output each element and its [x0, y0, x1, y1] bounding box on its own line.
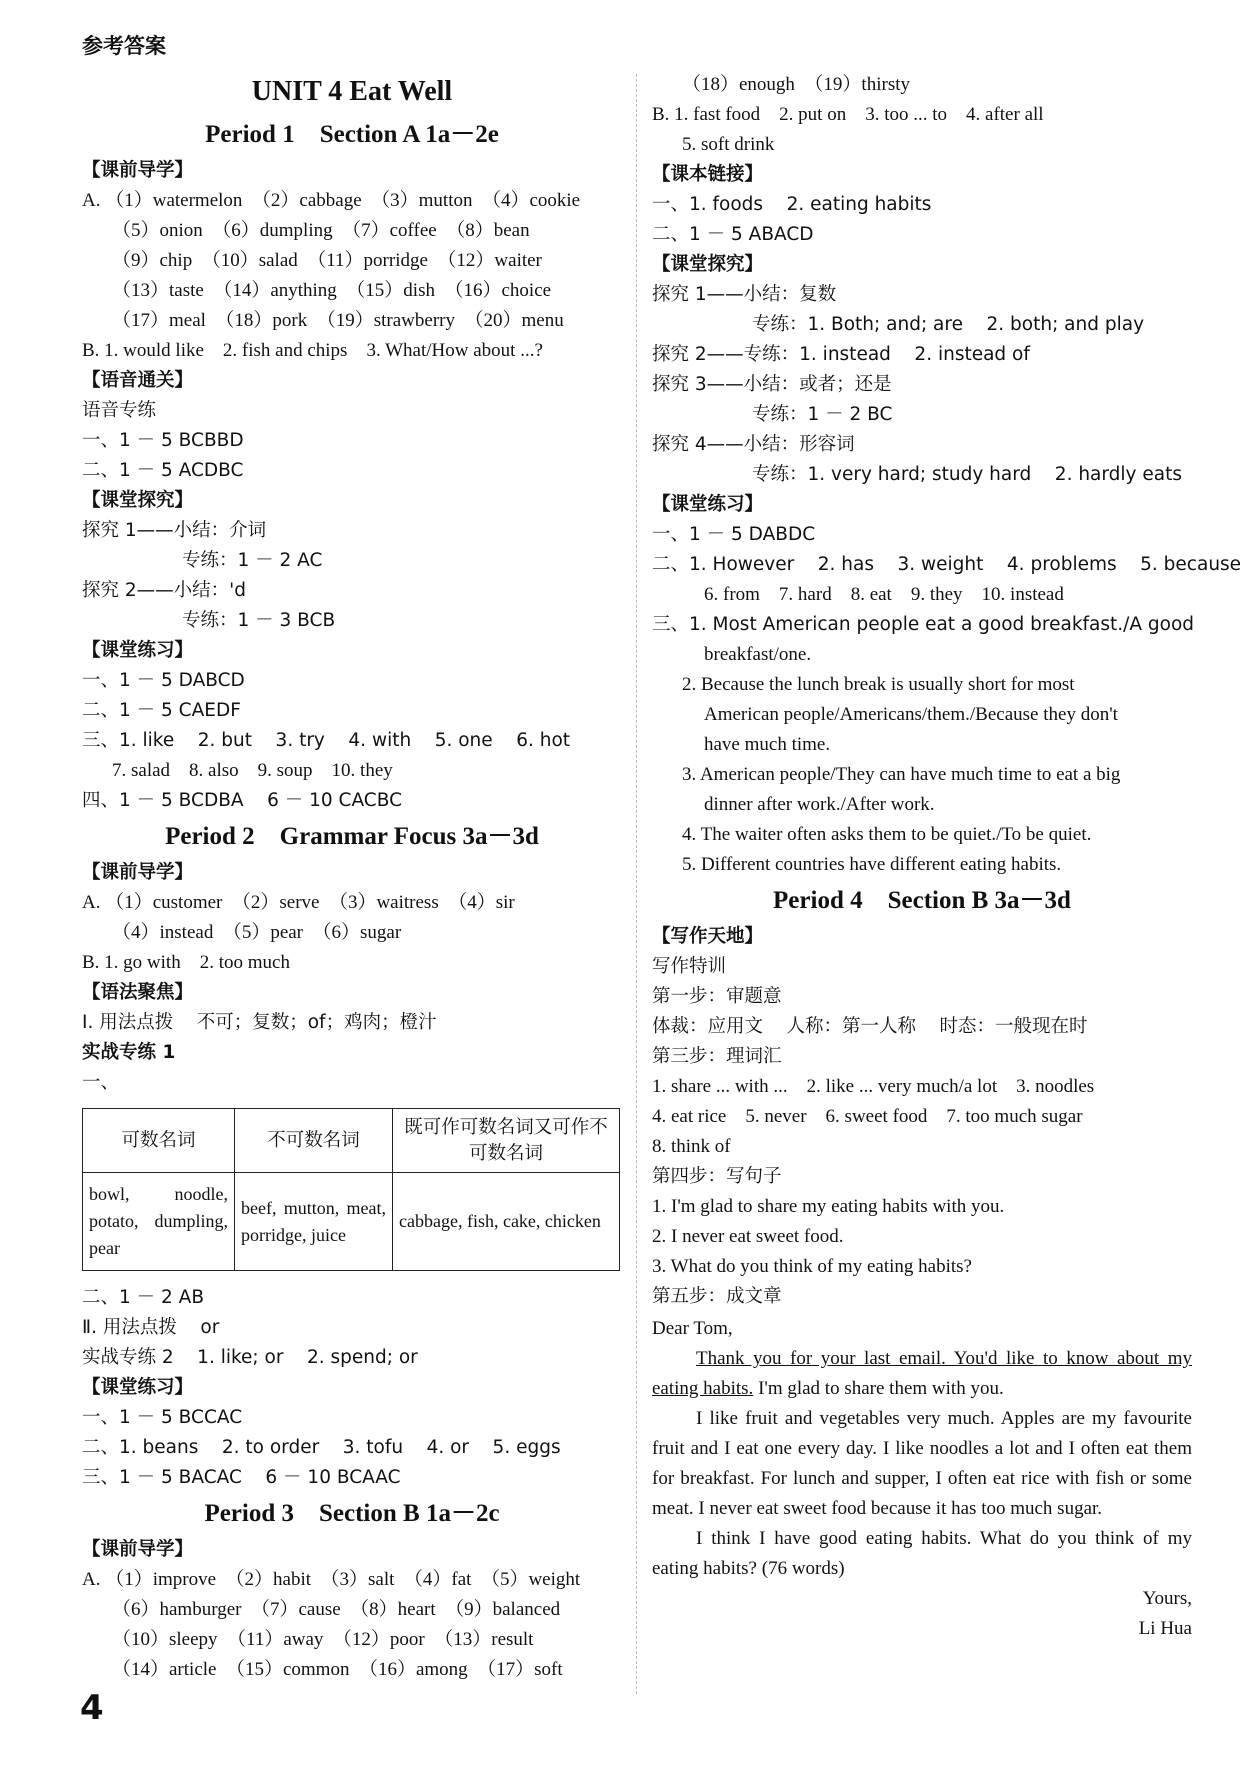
answer-line: 7. salad 8. also 9. soup 10. they [112, 760, 393, 781]
column-divider [636, 74, 637, 1694]
answer-line: （5）onion （6）dumpling （7）coffee （8）bean [112, 220, 530, 241]
section-heading: 【课堂探究】 [82, 490, 194, 511]
sub-heading: 语音专练 [82, 400, 157, 421]
grammar-line: 实战专练 1 [82, 1042, 176, 1063]
answer-line: American people/Americans/them./Because they don't [704, 704, 1118, 725]
answer-line: 一、1 － 5 DABDC [652, 524, 816, 545]
explore-line: 探究 2——专练：1. instead 2. instead of [652, 344, 1030, 365]
sample-letter [652, 1314, 1192, 1644]
answer-line: （6）hamburger （7）cause （8）heart （9）balanced [112, 1599, 561, 1620]
letter-paragraph: I think I have good eating habits. What do you think of my eating habits? (76 words) [652, 1528, 1192, 1579]
answer-line: 5. Different countries have different eating habits. [682, 854, 1062, 875]
step-line: 体裁：应用文 人称：第一人称 时态：一般现在时 [652, 1016, 1088, 1037]
table-row [83, 1173, 620, 1271]
section-heading: 【课堂探究】 [652, 254, 764, 275]
answer-line: 6. from 7. hard 8. eat 9. they 10. instead [704, 584, 1064, 605]
explore-line: 探究 4——小结：形容词 [652, 434, 855, 455]
section-heading: 【课本链接】 [652, 164, 764, 185]
letter-greeting: Dear Tom, [652, 1318, 733, 1339]
explore-line: 探究 1——小结：介词 [82, 520, 267, 541]
letter-closing: Yours, [1142, 1588, 1192, 1609]
section-heading: 【语法聚焦】 [82, 982, 194, 1003]
answer-line: B. 1. would like 2. fish and chips 3. What/How about ...? [82, 340, 543, 361]
answer-line: 三、1 － 5 BACAC 6 － 10 BCAAC [82, 1467, 401, 1488]
step-line: 第三步：理词汇 [652, 1046, 782, 1067]
answer-line: breakfast/one. [704, 644, 812, 665]
unit-title: UNIT 4 Eat Well [251, 76, 453, 107]
section-heading: 【课前导学】 [82, 160, 194, 181]
explore-line: 探究 1——小结：复数 [652, 284, 837, 305]
step-line: 第一步：审题意 [652, 986, 782, 1007]
answer-line: 一、1. foods 2. eating habits [652, 194, 932, 215]
answer-line: （9）chip （10）salad （11）porridge （12）waiter [112, 250, 542, 271]
explore-line: 专练：1 － 2 AC [182, 550, 323, 571]
vocab-line: 1. share ... with ... 2. like ... very much/a lot 3. noodles [652, 1076, 1095, 1097]
answer-line: （13）taste （14）anything （15）dish （16）choice [112, 280, 552, 301]
grammar-line: Ⅱ. 用法点拨 or [82, 1317, 220, 1338]
answer-line: 三、1. Most American people eat a good breakfast./A good [652, 614, 1195, 635]
sentence-line: 2. I never eat sweet food. [652, 1226, 844, 1247]
answer-line: （10）sleepy （11）away （12）poor （13）result [112, 1629, 534, 1650]
letter-paragraph [652, 1344, 1192, 1404]
answer-line: 一、1 － 5 DABCD [82, 670, 245, 691]
answer-line: 一、1 － 5 BCCAC [82, 1407, 243, 1428]
section-heading: 【语音通关】 [82, 370, 194, 391]
step-line: 第五步：成文章 [652, 1286, 782, 1307]
letter-text: I'm glad to share them with you. [753, 1378, 1004, 1399]
answer-line: 2. Because the lunch break is usually short for most [682, 674, 1075, 695]
table-cell: bowl, noodle, potato, dumpling, pear [83, 1173, 235, 1271]
section-heading: 【课前导学】 [82, 1539, 194, 1560]
period-3-title: Period 3 Section B 1a－2c [204, 1500, 500, 1527]
period-1-title: Period 1 Section A 1a－2e [205, 121, 499, 148]
explore-line: 探究 3——小结：或者；还是 [652, 374, 892, 395]
right-column [652, 70, 1242, 1644]
section-heading: 【课堂练习】 [82, 640, 194, 661]
answer-line: 4. The waiter often asks them to be quiet./To be quiet. [682, 824, 1092, 845]
answer-line: （4）instead （5）pear （6）sugar [112, 922, 402, 943]
answer-line: A. （1）customer （2）serve （3）waitress （4）sir [82, 892, 515, 913]
left-column [82, 70, 622, 1685]
sentence-line: 3. What do you think of my eating habits? [652, 1256, 972, 1277]
table-header-cell: 不可数名词 [235, 1109, 393, 1173]
answer-line: B. 1. fast food 2. put on 3. too ... to 4. after all [652, 104, 1044, 125]
section-heading: 【课堂练习】 [82, 1377, 194, 1398]
answer-line: 二、1. However 2. has 3. weight 4. problems 5. because [652, 554, 1242, 575]
answer-line: （18）enough （19）thirsty [682, 74, 910, 95]
answer-line: 5. soft drink [682, 134, 775, 155]
letter-underlined-text: Thank you for your last email. You'd like to know about my eating habits. [652, 1348, 1192, 1399]
table-header-cell: 可数名词 [83, 1109, 235, 1173]
answer-line: 二、1 － 5 CAEDF [82, 700, 241, 721]
noun-classification-table [82, 1108, 620, 1271]
answer-line: dinner after work./After work. [704, 794, 935, 815]
table-header-row [83, 1109, 620, 1173]
section-heading: 【课前导学】 [82, 862, 194, 883]
answer-line: 二、1 － 5 ACDBC [82, 460, 244, 481]
explore-line: 专练：1. very hard; study hard 2. hardly eats [752, 464, 1182, 485]
grammar-line: Ⅰ. 用法点拨 不可；复数；of；鸡肉；橙汁 [82, 1012, 437, 1033]
answer-line: A. （1）improve （2）habit （3）salt （4）fat （5）weight [82, 1569, 581, 1590]
table-cell: cabbage, fish, cake, chicken [393, 1173, 620, 1271]
explore-line: 专练：1. Both; and; are 2. both; and play [752, 314, 1145, 335]
period-2-title: Period 2 Grammar Focus 3a－3d [165, 823, 539, 850]
step-line: 第四步：写句子 [652, 1166, 782, 1187]
answer-line: 四、1 － 5 BCDBA 6 － 10 CACBC [82, 790, 402, 811]
answer-line: A. （1）watermelon （2）cabbage （3）mutton （4）cookie [82, 190, 581, 211]
answer-line: 3. American people/They can have much time to eat a big [682, 764, 1121, 785]
answer-line: have much time. [704, 734, 831, 755]
grammar-line: 实战专练 2 1. like; or 2. spend; or [82, 1347, 418, 1368]
answer-line: 三、1. like 2. but 3. try 4. with 5. one 6. hot [82, 730, 571, 751]
answer-line: 一、1 － 5 BCBBD [82, 430, 244, 451]
explore-line: 专练：1 － 3 BCB [182, 610, 336, 631]
letter-signature: Li Hua [1138, 1618, 1192, 1639]
answer-line: 二、1 － 5 ABACD [652, 224, 814, 245]
page-number: 4 [80, 1688, 104, 1728]
vocab-line: 8. think of [652, 1136, 731, 1157]
answer-line: （17）meal （18）pork （19）strawberry （20）menu [112, 310, 564, 331]
answer-line: 二、1 － 2 AB [82, 1287, 205, 1308]
vocab-line: 4. eat rice 5. never 6. sweet food 7. too much sugar [652, 1106, 1083, 1127]
grammar-line: 一、 [82, 1072, 120, 1093]
explore-line: 专练：1 － 2 BC [752, 404, 893, 425]
answer-line: （14）article （15）common （16）among （17）soft [112, 1659, 563, 1680]
answer-line: B. 1. go with 2. too much [82, 952, 290, 973]
letter-paragraph: I like fruit and vegetables very much. Apples are my favourite fruit and I eat one every day. I like noodles a lot and I often eat them for breakfast. For lunch and supper, I often eat rice with fish or some meat. I never eat sweet food because it has too much sugar. [652, 1408, 1192, 1519]
page-header-label: 参考答案 [82, 34, 166, 58]
table-header-cell: 既可作可数名词又可作不可数名词 [393, 1109, 620, 1173]
explore-line: 探究 2——小结：'d [82, 580, 246, 601]
table-cell: beef, mutton, meat, porridge, juice [235, 1173, 393, 1271]
period-4-title: Period 4 Section B 3a－3d [773, 887, 1071, 914]
answer-line: 二、1. beans 2. to order 3. tofu 4. or 5. eggs [82, 1437, 561, 1458]
section-heading: 【课堂练习】 [652, 494, 764, 515]
section-heading: 【写作天地】 [652, 926, 764, 947]
sub-heading: 写作特训 [652, 956, 727, 977]
sentence-line: 1. I'm glad to share my eating habits with you. [652, 1196, 1005, 1217]
